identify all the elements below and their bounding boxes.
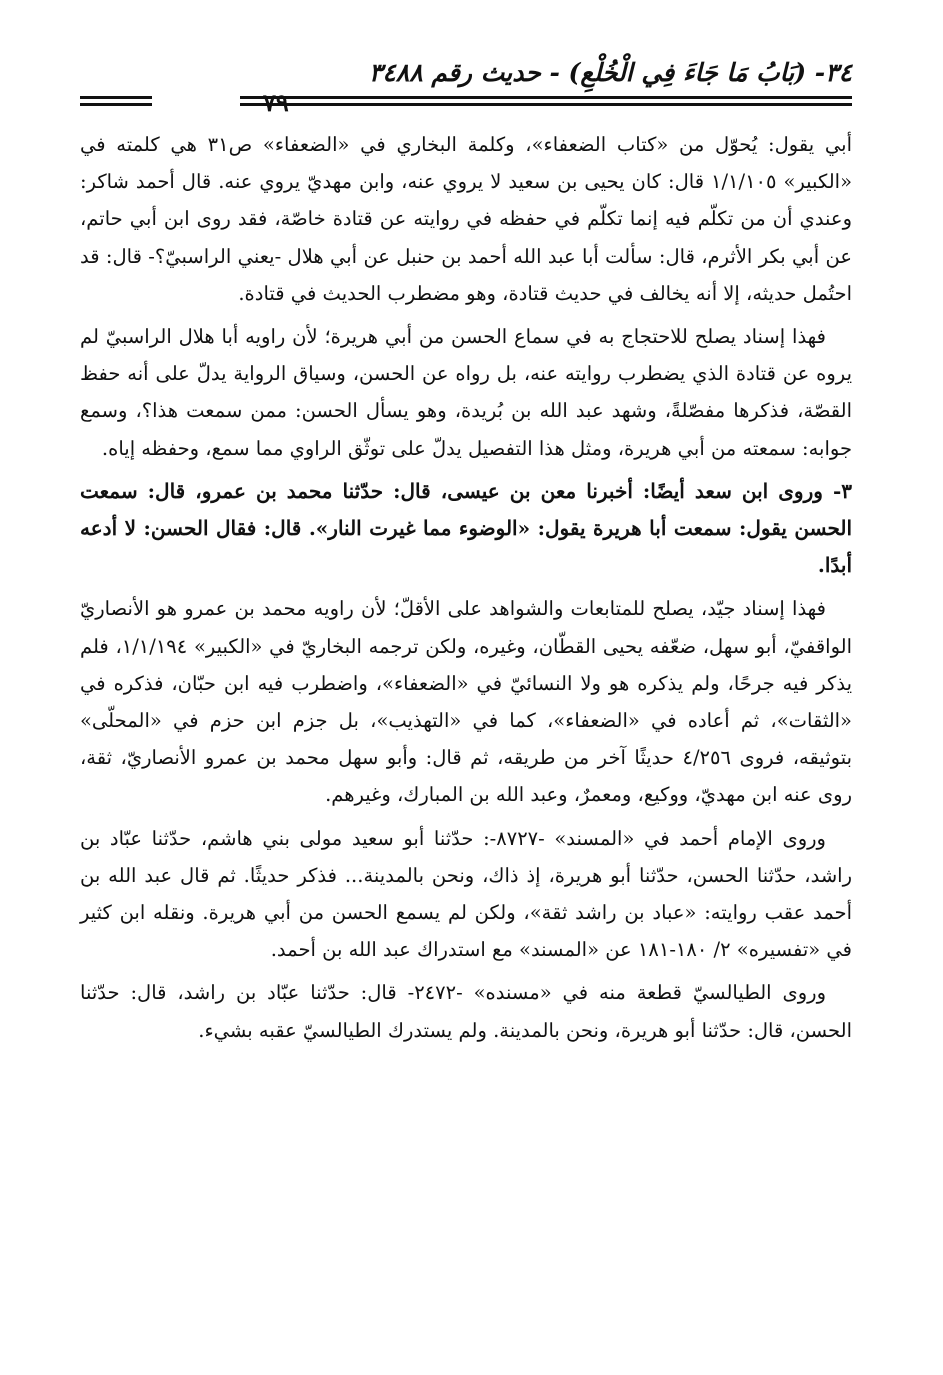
chapter-title: ٣٤- (بَابُ مَا جَاءَ فِي الْخُلْعِ) - حديث رقم ٣٤٨٨: [368, 58, 852, 87]
paragraph-tayalisi: وروى الطيالسيّ قطعة منه في «مسنده» -٢٤٧٢- قال: حدّثنا عبّاد بن راشد، قال: حدّثنا الحسن، قال: حدّثنا أبو هريرة، ونحن بالمدينة. ولم يستدرك الطيالسيّ عقبه بشيء.: [80, 981, 852, 1042]
page-body: [80, 126, 852, 1055]
header-rule-right-top: [240, 96, 852, 99]
running-header: [80, 58, 852, 118]
header-rule-right-bottom: [240, 103, 852, 106]
paragraph-musnad-ahmad: وروى الإمام أحمد في «المسند» -٨٧٢٧-: حدّثنا أبو سعيد مولى بني هاشم، حدّثنا عبّاد بن راشد، حدّثنا الحسن، حدّثنا أبو هريرة، إذ ذاك، ونحن بالمدينة... فذكر حديثًا. ثم قال عبد الله بن أحمد عقب روايته: «عباد بن راشد ثقة»، ولكن لم يسمع الحسن من أبي هريرة. ونقله ابن كثير في «تفسيره» ٢/ ١٨٠-١٨١ عن «المسند» مع استدراك عبد الله بن أحمد.: [80, 826, 852, 962]
paragraph-hadith-3: ٣- وروى ابن سعد أيضًا: أخبرنا معن بن عيسى، قال: حدّثنا محمد بن عمرو، قال: سمعت الحسن يقول: سمعت أبا هريرة يقول: «الوضوء مما غيرت النار». قال: فقال الحسن: لا أدعه أبدًا.: [80, 478, 852, 578]
header-rule-left-top: [80, 96, 152, 99]
paragraph-analysis-1: فهذا إسناد يصلح للاحتجاج به في سماع الحسن من أبي هريرة؛ لأن راويه أبا هلال الراسبيّ لم يروه عن قتادة الذي يضطرب روايته عنه، بل رواه عن الحسن، وسياق الرواية يدلّ على أنه حفظ القصّة، فذكرها مفصّلةً، وشهد عبد الله بن بُريدة، وهو يسأل الحسن: ممن سمعت هذا؟، وسمع جوابه: سمعته من أبي هريرة، ومثل هذا التفصيل يدلّ على توثّق الراوي مما سمع، وحفظه إياه.: [80, 325, 852, 460]
paragraph-analysis-2: فهذا إسناد جيّد، يصلح للمتابعات والشواهد على الأقلّ؛ لأن راويه محمد بن عمرو هو الأنصاريّ الواقفيّ، أبو سهل، ضعّفه يحيى القطّان، وغيره، ولكن ترجمه البخاريّ في «الكبير» ١/١/١٩٤، فلم يذكر فيه جرحًا، ولم يذكره هو ولا النسائيّ في «الضعفاء»، واضطرب فيه ابن حبّان، فذكره في «الثقات»، ثم أعاده في «الضعفاء»، كما في «التهذيب»، بل جزم ابن حزم في «المحلّى» بتوثيقه، فروى ٤/٢٥٦ حديثًا آخر من طريقه، ثم قال: وأبو سهل محمد بن عمرو الأنصاريّ، ثقة، روى عنه ابن مهديّ، ووكيع، ومعمرٌ، وعبد الله بن المبارك، وغيرهم.: [80, 597, 853, 807]
paragraph-continuation: أبي يقول: يُحوّل من «كتاب الضعفاء»، وكلمة البخاري في «الضعفاء» ص٣١ هي كلمته في «الكبير» ١/١/١٠٥ قال: كان يحيى بن سعيد لا يروي عنه، وابن مهديّ يروي عنه. قال أحمد شاكر: وعندي أن من تكلّم فيه إنما تكلّم في حفظه في روايته عن قتادة خاصّة، فقد روى ابن أبي حاتم، عن أبي بكر الأثرم، قال: سألت أبا عبد الله أحمد بن حنبل عن أبي هلال -يعني الراسبيّ؟- قال: قد احتُمل حديثه، إلا أنه يخالف في حديث قتادة، وهو مضطرب الحديث في قتادة.: [80, 133, 853, 305]
header-rule-left-bottom: [80, 103, 152, 106]
page-number: ٧٩: [263, 88, 289, 117]
